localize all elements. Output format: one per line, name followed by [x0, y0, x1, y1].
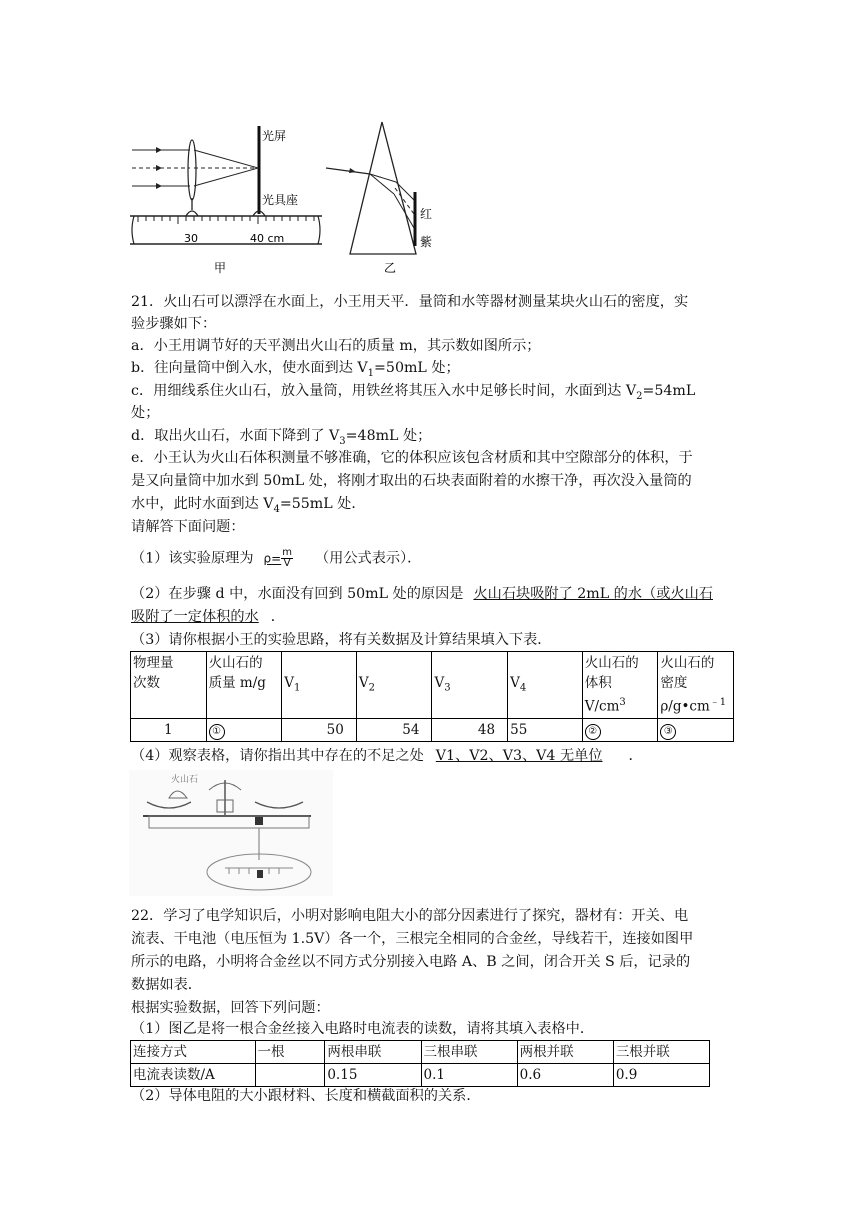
- q21-part4-answer: V1、V2、V3、V4 无单位: [435, 748, 603, 764]
- figure-balance: [129, 770, 333, 896]
- q22-part1: （1）图乙是将一根合金丝接入电路时电流表的读数，请将其填入表格中．: [131, 1021, 595, 1037]
- q21-step-e-line2: 是又向量筒中加水到 50mL 处，将刚才取出的石块表面附着的水擦干净，再次没入量筒的: [131, 473, 692, 489]
- table-header-cell: 火山石的 质量 m/g: [206, 652, 282, 719]
- label-purple: 紫: [420, 235, 433, 249]
- caption-yi: 乙: [384, 261, 397, 275]
- table-cell: 0.6: [517, 1064, 613, 1087]
- table-cell: 48: [432, 719, 508, 742]
- q21-ask: 请解答下面问题：: [131, 519, 245, 535]
- table-cell: 50: [282, 719, 357, 742]
- table-row-label: 电流表读数/A: [131, 1064, 256, 1087]
- q21-step-b: b．往向量筒中倒入水，使水面到达 $V_1=50mL$ 处；: [131, 360, 460, 379]
- table-cell: 54: [356, 719, 432, 742]
- figure-jia-optical-bench: [128, 118, 324, 280]
- q21-part2-answer: 火山石块吸附了 2mL 的水（或火山石: [473, 586, 713, 602]
- q21-step-d: d．取出火山石，水面下降到了 $V_3=48mL$ 处；: [131, 428, 432, 447]
- table-cell: 0.15: [325, 1064, 421, 1087]
- q21-intro-line2: 验步骤如下：: [131, 316, 217, 332]
- table-header-cell: 三根并联: [613, 1041, 709, 1064]
- table-header-cell: $V_2$: [356, 652, 432, 719]
- q21-part4: （4）观察表格，请你指出其中存在的不足之处 V1、V2、V3、V4 无单位 ．: [131, 748, 643, 764]
- table-cell: 55: [508, 719, 583, 742]
- table-cell: 0.9: [613, 1064, 709, 1087]
- table-header-cell: 两根串联: [325, 1041, 421, 1064]
- q21-data-table: [130, 651, 734, 742]
- table-header-cell: 两根并联: [517, 1041, 613, 1064]
- q21-part2-line2: 吸附了一定体积的水 ．: [131, 609, 285, 625]
- table-cell: 0.1: [421, 1064, 517, 1087]
- q22-line3: 所示的电路，小明将合金丝以不同方式分别接入电路 A、B 之间，闭合开关 S 后，记录的: [131, 954, 691, 970]
- q22-part2: （2）导体电阻的大小跟材料、长度和横截面积的关系．: [131, 1088, 481, 1104]
- label-red: 红: [420, 207, 433, 221]
- tick-40: 40 cm: [250, 232, 285, 245]
- q21-step-a: a．小王用调节好的天平测出火山石的质量 m，其示数如图所示；: [131, 338, 541, 354]
- table-header-cell: 三根串联: [421, 1041, 517, 1064]
- q21-part3: （3）请你根据小王的实验思路，将有关数据及计算结果填入下表．: [131, 632, 552, 648]
- table-header-cell: $V_1$: [282, 652, 357, 719]
- figure-yi-prism: [322, 116, 468, 280]
- table-cell: [255, 1064, 325, 1087]
- q21-step-e-line1: e．小王认为火山石体积测量不够准确，它的体积应该包含材质和其中空隙部分的体积，于: [131, 450, 693, 466]
- q22-line2: 流表、干电池（电压恒为 1.5V）各一个，三根完全相同的合金丝，导线若干，连接如图甲: [131, 931, 694, 947]
- q22-data-table: [130, 1040, 710, 1087]
- table-header-cell: $V_4$: [508, 652, 583, 719]
- q21-intro-line1: 21．火山石可以漂浮在水面上，小王用天平．量筒和水等器材测量某块火山石的密度，实: [131, 294, 689, 310]
- table-header-cell: $V_3$: [432, 652, 508, 719]
- table-cell: ①: [206, 719, 282, 742]
- q21-part2-line1: （2）在步骤 d 中，水面没有回到 50mL 处的原因是 火山石块吸附了 2mL 的水（或火山石: [131, 586, 713, 602]
- table-header-cell: 一根: [255, 1041, 325, 1064]
- q22-line4: 数据如表．: [131, 977, 202, 993]
- q21-step-c: c．用细线系住火山石，放入量筒，用铁丝将其压入水中足够长时间，水面到达 $V_2=54mL$: [131, 383, 696, 402]
- balance-label: 火山石: [171, 775, 199, 785]
- q21-step-e-line3: 水中，此时水面到达 $V_4=55mL$ 处．: [131, 496, 366, 515]
- table-header-cell: 连接方式: [131, 1041, 256, 1064]
- table-header-cell: 火山石的 体积 $V/cm^3$: [582, 652, 658, 719]
- table-cell: ②: [582, 719, 658, 742]
- q21-step-c-cont: 处；: [131, 405, 160, 421]
- caption-jia: 甲: [214, 261, 227, 275]
- table-cell: 1: [131, 719, 207, 742]
- q22-ask: 根据实验数据，回答下列问题：: [131, 1000, 330, 1016]
- q22-line1: 22．学习了电学知识后，小明对影响电阻大小的部分因素进行了探究，器材有：开关、电: [131, 908, 689, 924]
- table-header-cell: 火山石的 密度 $\rho/g•cm^{﹣1}$: [658, 652, 734, 719]
- tick-30: 30: [184, 232, 198, 245]
- table-cell: ③: [658, 719, 734, 742]
- table-header-cell: 物理量 次数: [131, 652, 207, 719]
- label-screen: 光屏: [262, 129, 287, 143]
- q21-part1: （1）该实验原理为 ρ= $\frac{m}{V}$ （用公式表示）．: [131, 547, 422, 569]
- label-base: 光具座: [262, 193, 299, 207]
